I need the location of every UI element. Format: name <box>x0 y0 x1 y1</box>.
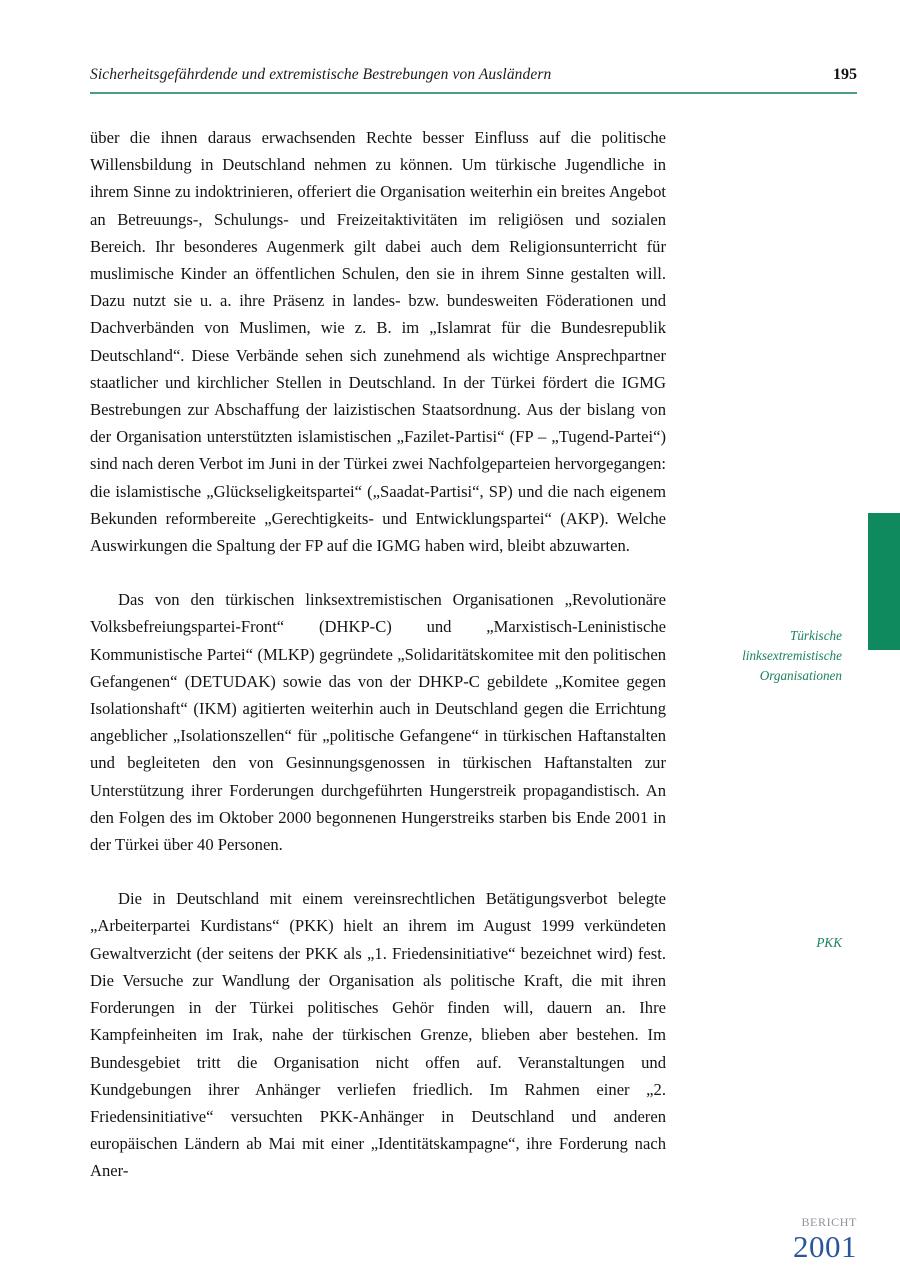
margin-note-tuerkische-organisationen: Türkische linksextremistische Organisationen <box>742 628 842 683</box>
report-logo-year: 2001 <box>793 1228 857 1264</box>
section-edge-tab <box>868 513 900 650</box>
page-number: 195 <box>833 66 857 83</box>
paragraph-igmg: über die ihnen daraus erwachsenden Rechte besser Einfluss auf die politische Willensbildung in Deutschland nehmen zu können. Um türkische Jugendliche in ihrem Sinne zu indoktrinieren, offeriert die Organisation weiterhin ein breites Angebot an Betreuungs-, Schulungs- und Freizeitaktivitäten im religiösen und sozialen Bereich. Ihr besonderes Augenmerk gilt dabei auch dem Religionsunterricht für muslimische Kinder an öffentlichen Schulen, den sie in ihrem Sinne gestalten will. Dazu nutzt sie u. a. ihre Präsenz in landes- bzw. bundesweiten Föderationen und Dachverbänden von Muslimen, wie z. B. im „Islamrat für die Bundesrepublik Deutschland“. Diese Verbände sehen sich zunehmend als wichtige Ansprechpartner staatlicher und kirchlicher Stellen in Deutschland. In der Türkei fördert die IGMG Bestrebungen zur Abschaffung der laizistischen Staatsordnung. Aus der bislang von der Organisation unterstützten islamistischen „Fazilet-Partisi“ (FP – „Tugend-Partei“) sind nach deren Verbot im Juni in der Türkei zwei Nachfolgeparteien hervorgegangen: die islamistische „Glückseligkeitspartei“ („Saadat-Partisi“, SP) und die nach eigenem Bekunden reformbereite „Gerechtigkeits- und Entwicklungspartei“ (AKP). Welche Auswirkungen die Spaltung der FP auf die IGMG haben wird, bleibt abzuwarten. <box>90 128 666 556</box>
running-head-title: Sicherheitsgefährdende und extremistische Bestrebungen von Ausländern <box>90 66 552 83</box>
margin-note-pkk: PKK <box>816 935 842 950</box>
running-head <box>90 66 857 84</box>
paragraph-tuerkische-linksextremisten: Das von den türkischen linksextremistischen Organisationen „Revolutionäre Volksbefreiungspartei-Front“ (DHKP-C) und „Marxistisch-Leninistische Kommunistische Partei“ (MLKP) gegründete „Solidaritätskomitee mit den politischen Gefangenen“ (DETUDAK) sowie das von der DHKP-C gebildete „Komitee gegen Isolationshaft“ (IKM) agitierten weiterhin auch in Deutschland gegen die Errichtung angeblicher „Isolationszellen“ für „politische Gefangene“ in türkischen Haftanstalten und begleiteten den von Gesinnungsgenossen in türkischen Haftanstalten zur Unterstützung ihrer Forderungen durchgeführten Hungerstreik propagandistisch. An den Folgen des im Oktober 2000 begonnenen Hungerstreiks starben bis Ende 2001 in der Türkei über 40 Personen. <box>90 590 666 855</box>
paragraph-pkk: Die in Deutschland mit einem vereinsrechtlichen Betätigungsverbot belegte „Arbeiterpartei Kurdistans“ (PKK) hielt an ihrem im August 1999 verkündeten Gewaltverzicht (der seitens der PKK als „1. Friedensinitiative“ bezeichnet wird) fest. Die Versuche zur Wandlung der Organisation als politische Kraft, die mit ihren Forderungen in der Türkei politisches Gehör finden will, dauern an. Ihre Kampfeinheiten im Irak, nahe der türkischen Grenze, blieben aber bestehen. Im Bundesgebiet tritt die Organisation nicht offen auf. Veranstaltungen und Kundgebungen ihrer Anhänger verliefen friedlich. Im Rahmen einer „2. Friedensinitiative“ versuchten PKK-Anhänger in Deutschland und anderen europäischen Ländern ab Mai mit einer „Identitätskampagne“, ihre Forderung nach Aner- <box>90 889 666 1181</box>
report-logo <box>735 1212 857 1262</box>
body-text-column <box>90 124 666 1185</box>
report-logo-word: bericht <box>801 1210 857 1230</box>
header-rule <box>90 92 857 94</box>
